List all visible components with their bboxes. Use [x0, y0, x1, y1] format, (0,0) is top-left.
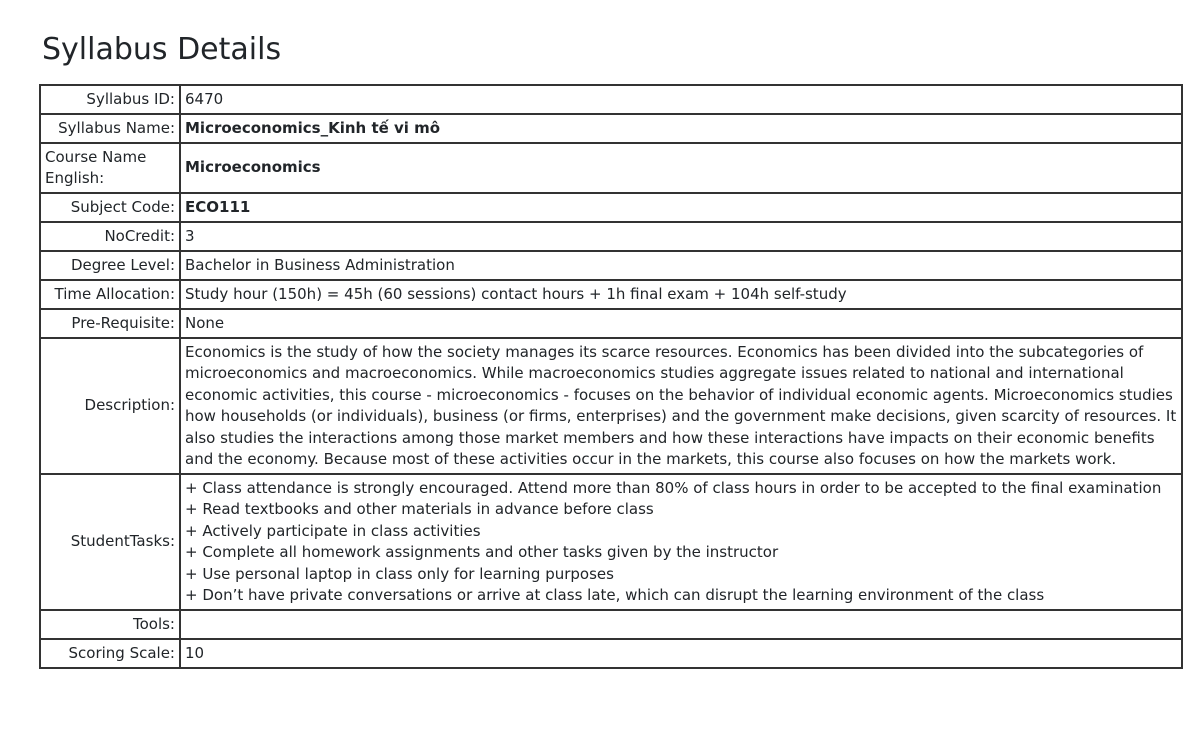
- subject-code-value: ECO111: [180, 193, 1182, 222]
- tools-label: Tools:: [40, 610, 180, 639]
- row-scoring-scale: [40, 639, 1182, 668]
- syllabus-id-value: 6470: [180, 85, 1182, 114]
- row-tools: [40, 610, 1182, 639]
- scoring-scale-label: Scoring Scale:: [40, 639, 180, 668]
- student-task-item: + Use personal laptop in class only for learning purposes: [185, 564, 614, 583]
- degree-level-label: Degree Level:: [40, 251, 180, 280]
- subject-code-label: Subject Code:: [40, 193, 180, 222]
- description-value: [180, 338, 1182, 474]
- student-tasks-value: [180, 474, 1182, 610]
- student-task-item: + Class attendance is strongly encouraged. Attend more than 80% of class hours in order to be accepted to the final examination: [185, 478, 1162, 497]
- student-tasks-label: StudentTasks:: [40, 474, 180, 610]
- time-allocation-label: Time Allocation:: [40, 280, 180, 309]
- page-title: Syllabus Details: [42, 32, 282, 67]
- row-time-allocation: [40, 280, 1182, 309]
- syllabus-name-label: Syllabus Name:: [40, 114, 180, 143]
- row-syllabus-name: [40, 114, 1182, 143]
- course-name-english-value: Microeconomics: [180, 143, 1182, 193]
- row-student-tasks: [40, 474, 1182, 610]
- syllabus-id-label: Syllabus ID:: [40, 85, 180, 114]
- student-task-item: + Read textbooks and other materials in advance before class: [185, 500, 654, 518]
- tools-value: [180, 610, 1182, 639]
- scoring-scale-value: 10: [180, 639, 1182, 668]
- pre-requisite-value: None: [180, 309, 1182, 338]
- degree-level-value: Bachelor in Business Administration: [180, 251, 1182, 280]
- syllabus-name-value: Microeconomics_Kinh tế vi mô: [180, 114, 1182, 143]
- syllabus-details-table: [39, 84, 1183, 669]
- row-syllabus-id: [40, 85, 1182, 114]
- student-task-item: + Complete all homework assignments and other tasks given by the instructor: [185, 543, 779, 561]
- student-task-item: + Actively participate in class activities: [185, 521, 481, 540]
- time-allocation-value: Study hour (150h) = 45h (60 sessions) contact hours + 1h final exam + 104h self-study: [180, 280, 1182, 309]
- no-credit-label: NoCredit:: [40, 222, 180, 251]
- pre-requisite-label: Pre-Requisite:: [40, 309, 180, 338]
- row-subject-code: [40, 193, 1182, 222]
- no-credit-value: 3: [180, 222, 1182, 251]
- student-task-item: + Don’t have private conversations or arrive at class late, which can disrupt the learning environment of the class: [185, 586, 1045, 604]
- description-label: Description:: [40, 338, 180, 474]
- row-no-credit: [40, 222, 1182, 251]
- row-description: [40, 338, 1182, 474]
- row-degree-level: [40, 251, 1182, 280]
- row-course-name-english: [40, 143, 1182, 193]
- row-pre-requisite: [40, 309, 1182, 338]
- course-name-english-label: Course Name English:: [40, 143, 180, 193]
- description-text: Economics is the study of how the society manages its scarce resources. Economics has been divided into the subcategories of microeconomics and macroeconomics. While macroeconomics studies aggregate issues related to national and international economic activities, this course - microeconomics - focuses on the behavior of individual economic agents. Microeconomics studies how households (or individuals), business (or firms, enterprises) and the government make decisions, given scarcity of resources. It also studies the interactions among those market members and how these interactions have impacts on their economic benefits and the economy. Because most of these activities occur in the markets, this course also focuses on how the markets work.: [185, 342, 1177, 468]
